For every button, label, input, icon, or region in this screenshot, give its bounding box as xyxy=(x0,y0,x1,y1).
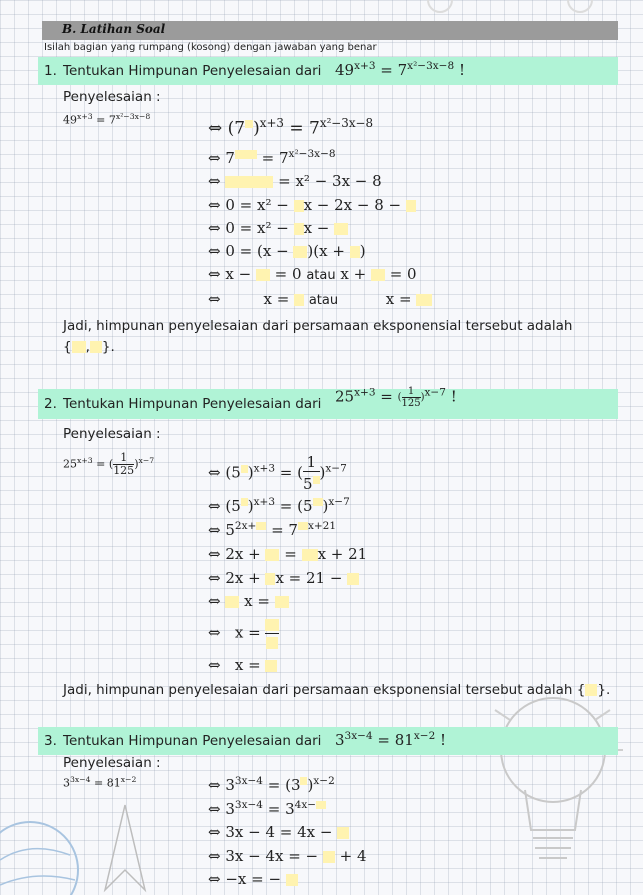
q1-step-2: ⇔ $7 = 7^{x^2-3x-8}$ xyxy=(208,148,336,167)
q2-conclusion-end: }. xyxy=(597,682,611,698)
question-1-prompt: Tentukan Himpunan Penyelesaian dari xyxy=(63,63,322,79)
q1-step-3: ⇔ = x² − 3x − 8 xyxy=(208,172,382,190)
question-2-equation: $25^{x+3}$ = ( $\frac{1}{125}$ )$^{x-7}$ ! xyxy=(335,386,457,409)
lightbulb-illustration xyxy=(455,680,643,895)
q3-step-1: ⇔ $3^{3x-4} = (3$ )$^{x-2}$ xyxy=(208,775,335,794)
sun-illustration-2 xyxy=(555,0,605,20)
q2-given: $25^{x+3}$ = ( $\frac{1}{125}$ )$^{x-7}$ xyxy=(63,451,155,477)
q2-step-1: ⇔ (5 )$^{x+3}$ = ( $\frac{1}{5}$ )$^{x-7}$ xyxy=(208,453,347,493)
q2-step-5: ⇔ 2x + x = 21 − xyxy=(208,569,359,587)
q3-step-5: ⇔ −x = − xyxy=(208,870,298,888)
q2-conclusion xyxy=(63,680,623,701)
q2-step-2: ⇔ (5 )$^{x+3}$ = (5 )$^{x-7}$ xyxy=(208,496,350,515)
sun-illustration xyxy=(415,0,465,20)
question-2-prompt: Tentukan Himpunan Penyelesaian dari xyxy=(63,396,322,412)
q1-step-7: ⇔ x − = 0 atau x + = 0 xyxy=(208,265,417,283)
solution-1-label: Penyelesaian : xyxy=(63,89,161,105)
question-1-number: 1. xyxy=(44,63,57,79)
q1-conclusion-text: Jadi, himpunan penyelesaian dari persamaan eksponensial tersebut adalah xyxy=(63,318,573,334)
question-1-equation: $49^{x+3} = 7^{x^2-3x-8}$ ! xyxy=(335,60,465,79)
q2-step-3: ⇔ $5^{2x+} = 7$ $^{x+21}$ xyxy=(208,520,337,539)
solution-2-label: Penyelesaian : xyxy=(63,426,161,442)
q1-step-5: ⇔ 0 = x² − x − xyxy=(208,219,348,237)
q3-step-3: ⇔ 3x − 4 = 4x − xyxy=(208,823,349,841)
globe-illustration xyxy=(0,800,90,895)
q2-step-8: ⇔ x = xyxy=(208,656,277,674)
q3-step-4: ⇔ 3x − 4x = − + 4 xyxy=(208,847,367,865)
question-2-number: 2. xyxy=(44,396,57,412)
q1-given: $49^{x+3} = 7^{x^2-3x-8}$ xyxy=(63,112,151,127)
q2-step-6: ⇔ x = xyxy=(208,592,289,610)
q1-step-6: ⇔ 0 = (x − )(x + ) xyxy=(208,242,366,260)
question-3-number: 3. xyxy=(44,733,57,749)
paper-plane-illustration xyxy=(95,800,155,895)
q2-conclusion-text: Jadi, himpunan penyelesaian dari persamaan eksponensial tersebut adalah { xyxy=(63,682,586,698)
q3-step-2: ⇔ $3^{3x-4} = 3^{4x-}$ xyxy=(208,799,326,818)
q1-step-1: ⇔ (7 )$^{x+3} = 7^{x^2-3x-8}$ xyxy=(208,116,374,139)
q2-step-7: ⇔ x = xyxy=(208,616,279,651)
instruction-text: Isilah bagian yang rumpang (kosong) dengan jawaban yang benar xyxy=(44,42,377,53)
q2-step-4: ⇔ 2x + = x + 21 xyxy=(208,545,368,563)
section-title: B. Latihan Soal xyxy=(62,22,166,36)
q1-conclusion-end: }. xyxy=(101,339,115,355)
q1-conclusion: Jadi, himpunan penyelesaian dari persamaan eksponensial tersebut adalah { , }. xyxy=(63,318,573,355)
q1-step-4: ⇔ 0 = x² − x − 2x − 8 − xyxy=(208,196,416,214)
question-3-prompt: Tentukan Himpunan Penyelesaian dari xyxy=(63,733,322,749)
solution-3-label: Penyelesaian : xyxy=(63,755,161,771)
q1-step-8: ⇔ x = atau x = xyxy=(208,290,432,308)
question-3-equation: $3^{3x-4} = 81^{x-2}$ ! xyxy=(335,730,447,749)
q3-given: $3^{3x-4} = 81^{x-2}$ xyxy=(63,775,137,790)
